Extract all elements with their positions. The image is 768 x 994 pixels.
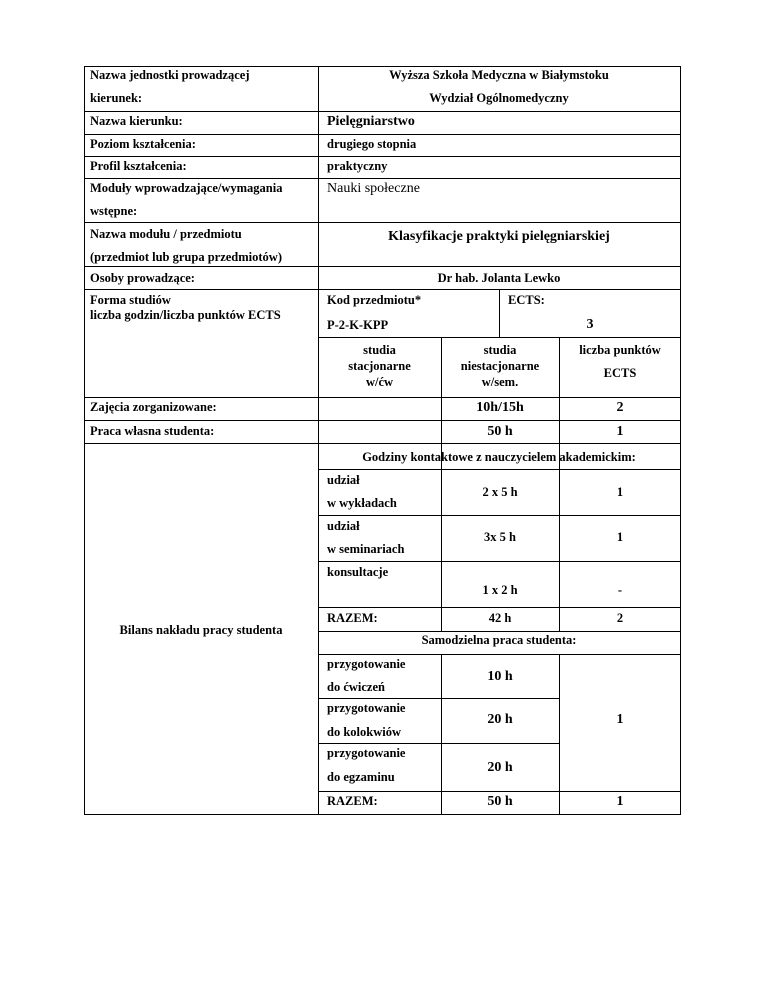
border-top xyxy=(84,66,681,67)
self-total-ects: 1 xyxy=(616,794,624,809)
self-row-label-cont: do kolokwiów xyxy=(327,725,401,739)
contact-row-ects: 1 xyxy=(616,485,624,499)
organized-ects: 2 xyxy=(616,400,624,415)
contact-title: Godziny kontaktowe z nauczycielem akademickim: xyxy=(362,450,636,464)
row-line xyxy=(84,397,681,398)
lecturers-value: Dr hab. Jolanta Lewko xyxy=(437,271,561,285)
self-row-label: przygotowanie xyxy=(327,746,406,760)
row-line xyxy=(84,266,681,267)
col-points-2: ECTS xyxy=(603,366,637,380)
row-line xyxy=(84,420,681,421)
col-points-1: liczba punktów xyxy=(579,343,661,357)
own-hours: 50 h xyxy=(487,424,513,439)
prereq-label-cont: wstępne: xyxy=(90,204,138,218)
unit-label: Nazwa jednostki prowadzącej xyxy=(90,68,250,82)
field-value: Pielęgniarstwo xyxy=(327,114,415,129)
contact-row-label: udział xyxy=(327,473,360,487)
row-line xyxy=(318,607,680,608)
row-line xyxy=(84,443,681,444)
module-label-cont: (przedmiot lub grupa przedmiotów) xyxy=(90,250,282,264)
field-label: Nazwa kierunku: xyxy=(90,114,183,128)
contact-total-ects: 2 xyxy=(616,611,624,625)
own-label: Praca własna studenta: xyxy=(90,424,215,438)
self-row-label-cont: do ćwiczeń xyxy=(327,680,385,694)
row-line xyxy=(318,469,680,470)
col-nonstationary-2: niestacjonarne xyxy=(460,359,540,373)
contact-row-ects: 1 xyxy=(616,530,624,544)
prereq-label: Moduły wprowadzające/wymagania xyxy=(90,181,283,195)
direction-value: Wydział Ogólnomedyczny xyxy=(429,91,569,105)
row-line xyxy=(84,111,681,112)
border-bottom xyxy=(84,814,681,815)
contact-row-label: konsultacje xyxy=(327,565,389,579)
own-ects: 1 xyxy=(616,424,624,439)
form-label: Forma studiów xyxy=(90,293,171,307)
row-line xyxy=(318,561,680,562)
self-row-hours: 10 h xyxy=(487,669,513,684)
profile-label: Profil kształcenia: xyxy=(90,159,187,173)
row-line xyxy=(84,134,681,135)
unit-value: Wyższa Szkoła Medyczna w Białymstoku xyxy=(389,68,609,82)
direction-label: kierunek: xyxy=(90,91,143,105)
level-value: drugiego stopnia xyxy=(327,137,417,151)
organized-hours: 10h/15h xyxy=(476,400,524,415)
contact-row-hours: 1 x 2 h xyxy=(482,583,518,597)
col-stationary-2: stacjonarne xyxy=(348,359,411,373)
row-line xyxy=(318,654,680,655)
self-row-label: przygotowanie xyxy=(327,701,406,715)
contact-row-hours: 2 x 5 h xyxy=(482,485,518,499)
balance-label: Bilans nakładu pracy studenta xyxy=(119,623,283,637)
self-row-label-cont: do egzaminu xyxy=(327,770,395,784)
self-row-hours: 20 h xyxy=(487,760,513,775)
row-line xyxy=(84,222,681,223)
module-label: Nazwa modułu / przedmiotu xyxy=(90,227,242,241)
code-value: P-2-K-KPP xyxy=(327,318,389,332)
contact-row-label-cont: w wykładach xyxy=(327,496,397,510)
row-line xyxy=(318,743,560,744)
col-nonstationary-3: w/sem. xyxy=(481,375,519,389)
row-line xyxy=(318,791,680,792)
row-line xyxy=(84,289,681,290)
row-line xyxy=(318,515,680,516)
ects-value: 3 xyxy=(586,317,594,332)
contact-row-label: udział xyxy=(327,519,360,533)
profile-value: praktyczny xyxy=(327,159,388,173)
row-line xyxy=(318,337,680,338)
contact-row-hours: 3x 5 h xyxy=(484,530,516,544)
self-row-label: przygotowanie xyxy=(327,657,406,671)
organized-label: Zajęcia zorganizowane: xyxy=(90,400,217,414)
contact-total-label: RAZEM: xyxy=(327,611,378,625)
contact-row-ects: - xyxy=(617,583,623,597)
level-label: Poziom kształcenia: xyxy=(90,137,196,151)
contact-row-label-cont: w seminariach xyxy=(327,542,405,556)
ects-label: ECTS: xyxy=(508,293,545,307)
self-total-label: RAZEM: xyxy=(327,794,378,808)
row-line xyxy=(84,178,681,179)
contact-total-hours: 42 h xyxy=(488,611,512,625)
row-line xyxy=(84,156,681,157)
module-value: Klasyfikacje praktyki pielęgniarskiej xyxy=(388,229,610,244)
row-line xyxy=(318,698,560,699)
col-stationary-1: studia xyxy=(363,343,396,357)
row-line xyxy=(318,631,680,632)
code-label: Kod przedmiotu* xyxy=(327,293,422,307)
self-row-hours: 20 h xyxy=(487,712,513,727)
form-label-cont: liczba godzin/liczba punktów ECTS xyxy=(90,308,281,322)
self-total-hours: 50 h xyxy=(487,794,513,809)
col-stationary-3: w/ćw xyxy=(365,375,394,389)
col-nonstationary-1: studia xyxy=(483,343,517,357)
self-title: Samodzielna praca studenta: xyxy=(421,633,577,647)
self-ects: 1 xyxy=(616,712,624,727)
prereq-value: Nauki społeczne xyxy=(327,181,420,196)
lecturers-label: Osoby prowadzące: xyxy=(90,271,195,285)
